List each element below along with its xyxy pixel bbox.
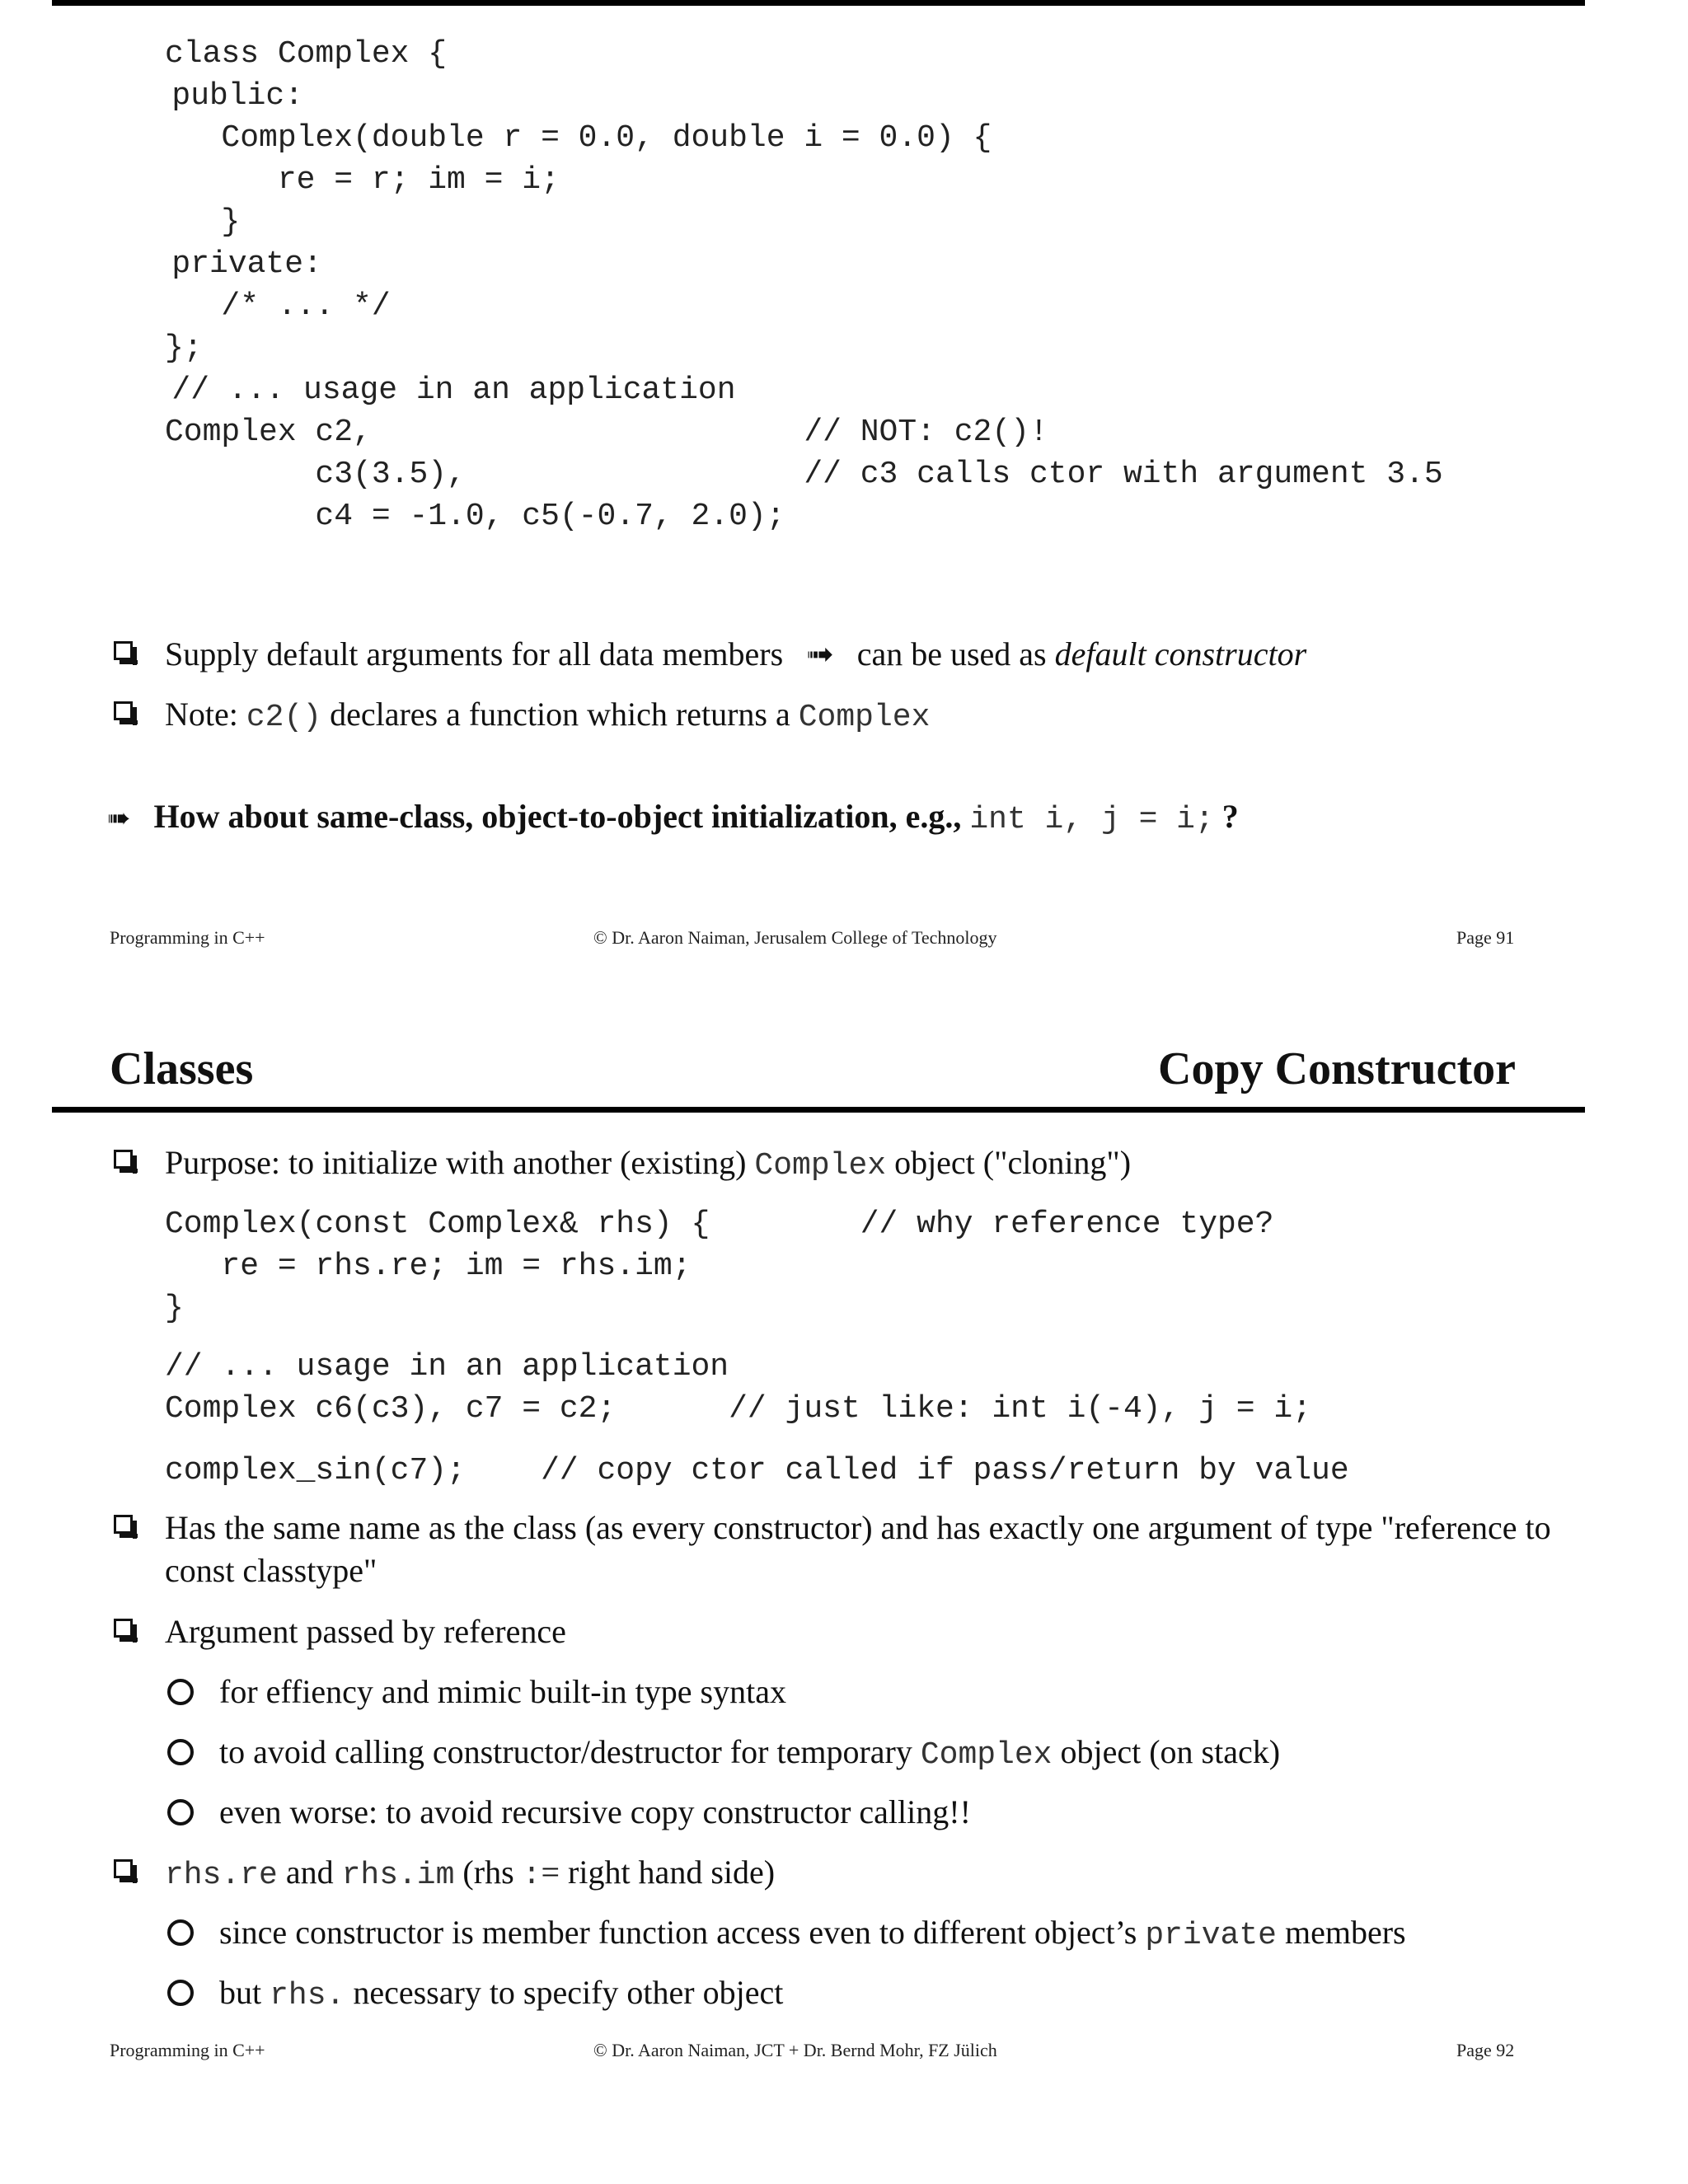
footer-center: © Dr. Aaron Naiman, JCT + Dr. Bernd Mohr, FZ Jülich <box>593 2040 997 2060</box>
footer-page-number: Page 91 <box>1456 927 1515 948</box>
sub-bullet-recursive: even worse: to avoid recursive copy constructor calling!! <box>219 1793 971 1830</box>
double-arrow-icon: ➠ <box>107 804 131 834</box>
footer-page-number: Page 92 <box>1456 2040 1515 2060</box>
sub-bullet-efficiency: for effiency and mimic built-in type syntax <box>219 1673 786 1710</box>
arrow-right-icon: ➟ <box>806 635 834 673</box>
code-block-usage: // ... usage in an application Complex c6(c3), c7 = c2; // just like: int i(-4), j = i; <box>165 1349 1312 1427</box>
bullet-purpose: Purpose: to initialize with another (existing) Complex object ("cloning") <box>165 1144 1132 1183</box>
checkbox-bullet-icon <box>114 641 133 660</box>
code-block-copy-ctor: Complex(const Complex& rhs) { // why reference type? re = rhs.re; im = rhs.im; } <box>165 1207 1274 1326</box>
question-line: ➠ How about same-class, object-to-object initialization, e.g., int i, j = i; ? <box>107 798 1239 837</box>
checkbox-bullet-icon <box>114 701 133 720</box>
circle-bullet-icon <box>167 1980 194 2006</box>
circle-bullet-icon <box>167 1739 194 1765</box>
code-block-complex-class: class Complex { public: Complex(double r = 0.0, double i = 0.0) { re = r; im = i; } private: /* ... */ }; // ... usage in an application Complex c2, // NOT: c2()! c3(3.5), // c3 calls ctor with argument 3.5 c4 = -1.0, c5(-0.7, 2.0); <box>165 36 1443 534</box>
top-rule <box>52 0 1585 6</box>
sub-bullet-temporary: to avoid calling constructor/destructor for temporary Complex object (on stack) <box>219 1733 1281 1773</box>
checkbox-bullet-icon <box>114 1619 133 1638</box>
circle-bullet-icon <box>167 1919 194 1946</box>
checkbox-bullet-icon <box>114 1515 133 1534</box>
checkbox-bullet-icon <box>114 1150 133 1169</box>
checkbox-bullet-icon <box>114 1859 133 1878</box>
bullet-argument-reference: Argument passed by reference <box>165 1613 566 1650</box>
sub-bullet-other-object: but rhs. necessary to specify other object <box>219 1974 784 2013</box>
circle-bullet-icon <box>167 1799 194 1825</box>
footer-center: © Dr. Aaron Naiman, Jerusalem College of Technology <box>593 927 997 948</box>
circle-bullet-icon <box>167 1679 194 1705</box>
bullet-same-name: Has the same name as the class (as every constructor) and has exactly one argument of type "reference to const classtype" <box>165 1509 1551 1589</box>
sub-bullet-private-access: since constructor is member function access even to different object’s private members <box>219 1914 1406 1953</box>
bullet-note-c2: Note: c2() declares a function which returns a Complex <box>165 696 931 735</box>
footer-left: Programming in C++ <box>110 2040 265 2060</box>
page-title-left: Classes <box>110 1043 254 1094</box>
title-rule <box>52 1107 1585 1113</box>
bullet-default-arguments: Supply default arguments for all data members ➟ can be used as default constructor <box>165 635 1307 673</box>
code-block-complex-sin: complex_sin(c7); // copy ctor called if pass/return by value <box>165 1453 1349 1488</box>
footer-left: Programming in C++ <box>110 927 265 948</box>
page-title-right: Copy Constructor <box>1158 1043 1516 1094</box>
bullet-rhs-members: rhs.re and rhs.im (rhs := right hand side) <box>165 1854 776 1893</box>
